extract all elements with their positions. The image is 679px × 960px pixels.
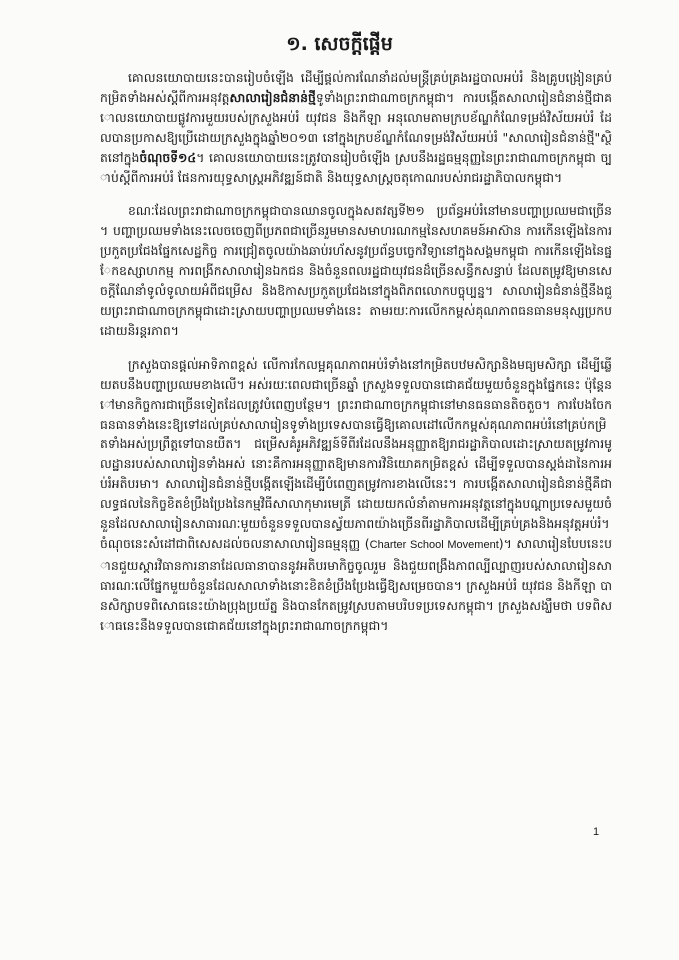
paragraph-3-latin-term: Charter School Movement: [369, 538, 499, 551]
paragraph-1-text-b: ទូទាំងព្រះរាជាណាចក្រកម្ពុជា។ ការបង្កើតសាលារៀនជំនាន់ថ្មីជាគោលនយោបាយផ្លូវការមួយរបស់ក្រសួងអប់រំ យុវជន និងកីឡា អនុលោមតាមក្របខ័ណ្ឌកំណែទម្រង់វិស័យអប់រំ ដែលបានប្រកាសឱ្យប្រើដោយក្រសួងក្នុងឆ្នាំ២០១៣ នៅក្នុងក្របខ័ណ្ឌកំណែទម្រង់វិស័យអប់រំ "សាលារៀនជំនាន់ថ្មី"ស្ថិតនៅក្នុង: [100, 89, 612, 165]
document-body: [100, 68, 612, 649]
paragraph-3-text-b: )។ សាលារៀនបែបនេះបានជួយស្តារវិធានការនានាដែលធានាបាននូវអតិបរមាកិច្ចចូលរួម និងជួយពង្រឹងភាពល្បីល្បាញរបស់សាលារៀនសាធារណៈលើផ្នែកមួយចំនួនដែលសាលាទាំងនោះខិតខំប្រឹងប្រែងធ្វើឱ្យសម្រេចបាន។ ក្រសួងអប់រំ យុវជន និងកីឡា បានសិក្សាបទពិសោធនេះយ៉ាងប្រុងប្រយ័ត្ន និងបានកែតម្រូវស្របតាមបរិបទប្រទេសកម្ពុជា។ ក្រសួងសង្ឃឹមថា បទពិសោធនេះនឹងទទួលបានជោគជ័យនៅក្នុងព្រះរាជាណាចក្រកម្ពុជា។: [100, 535, 612, 633]
paragraph-1-text-a: គោលនយោបាយនេះបានរៀបចំឡើង ដើម្បីផ្តល់ការណែនាំដល់មន្ត្រីគ្រប់គ្រងរដ្ឋបាលអប់រំ និងគ្រូបង្រៀនគ្រប់កម្រិតទាំងអស់ស្តីពីការអនុវត្ត: [100, 70, 612, 105]
paragraph-1-bold-point: ចំណុចទី១៤: [139, 149, 197, 165]
paragraph-2: ខណៈដែលព្រះរាជាណាចក្រកម្ពុជាបានឈានចូលក្នុងសតវត្សទី២១ ប្រព័ន្ធអប់រំនៅមានបញ្ហាប្រឈមជាច្រើន។ បញ្ហាប្រឈមទាំងនេះលេចចេញពីប្រភពជាច្រើនរួមមានសមាហរណកម្មនៃសហគមន៍អាស៊ាន ការកើនឡើងនៃការប្រកួតប្រជែងផ្នែកសេដ្ឋកិច្ច ការជ្រៀតចូលយ៉ាងឆាប់រហ័សនូវប្រព័ន្ធបច្ចេកវិទ្យានៅក្នុងសង្គមកម្ពុជា ការកើនឡើងនៃផ្នែកឧស្សាហកម្ម ការពង្រីកសាលារៀនឯកជន និងចំនួនពលរដ្ឋជាយុវជនដ៏ច្រើនសន្ធឹកសន្ធាប់ ដែលតម្រូវឱ្យមានសេចក្តីណែនាំទូលំទូលាយអំពីជម្រើស និងឱកាសប្រកួតប្រជែងនៅក្នុងពិភពលោកបច្ចុប្បន្ន។ សាលារៀនជំនាន់ថ្មីនឹងជួយព្រះរាជាណាចក្រកម្ពុជាដោះស្រាយបញ្ហាប្រឈមទាំងនេះ តាមរយៈការលើកកម្ពស់គុណភាពធនធានមនុស្សប្រកបដោយនិរន្តរភាព។: [100, 203, 612, 338]
paragraph-3: [100, 355, 612, 636]
page-number: 1: [593, 826, 600, 838]
paragraph-1-bold-term: សាលារៀនជំនាន់ថ្មី: [229, 89, 316, 105]
section-heading: ១. សេចក្តីផ្តើម: [286, 33, 393, 55]
paragraph-1-text-c: ។ គោលនយោបាយនេះត្រូវបានរៀបចំឡើង ស្របនឹងរដ្ឋធម្មនុញ្ញនៃព្រះរាជាណាចក្រកម្ពុជា ច្បាប់ស្តីពីការអប់រំ ផែនការយុទ្ធសាស្ត្រអភិវឌ្ឍន៍ជាតិ និងយុទ្ធសាស្ត្រចតុកោណរបស់រាជរដ្ឋាភិបាលកម្ពុជា។: [100, 149, 612, 185]
paragraph-1: [100, 68, 612, 187]
paragraph-3-text-a: ក្រសួងបានផ្តល់អាទិភាពខ្ពស់ លើការកែលម្អគុណភាពអប់រំទាំងនៅកម្រិតបឋមសិក្សានិងមធ្យមសិក្សា ដើម្បីឆ្លើយតបនឹងបញ្ហាប្រឈមខាងលើ។ អស់រយៈពេលជាច្រើនឆ្នាំ ក្រសួងទទួលបានជោគជ័យមួយចំនួនក្នុងផ្នែកនេះ ប៉ុន្តែនៅមានកិច្ចការជាច្រើនទៀតដែលត្រូវបំពេញបន្ថែម។ ព្រះរាជាណាចក្រកម្ពុជានៅមានធនធានតិចតួច។ ការបែងចែកធនធានទាំងនេះឱ្យទៅដល់គ្រប់សាលារៀនទូទាំងប្រទេសបានធ្វើឱ្យគោលដៅលើកកម្ពស់គុណភាពអប់រំនៅគ្រប់កម្រិតទាំងអស់ប្រព្រឹត្តទៅបានយឺត។ ជម្រើសគំរូអភិវឌ្ឍន៍ទីពីរដែលនឹងអនុញ្ញាតឱ្យរាជរដ្ឋាភិបាលដោះស្រាយតម្រូវការមូលដ្ឋានរបស់សាលារៀនទាំងអស់ នោះគឺការអនុញ្ញាតឱ្យមានការវិនិយោគកម្រិតខ្ពស់ ដើម្បីទទួលបានស្តង់ដានៃការអប់រំអតិបរមា។ សាលារៀនជំនាន់ថ្មីបង្កើតឡើងដើម្បីបំពេញតម្រូវការខាងលើនេះ។ ការបង្កើតសាលារៀនជំនាន់ថ្មីគឺជាលទ្ធផលនៃកិច្ចខិតខំប្រឹងប្រែងនៃកម្មវិធីសាលាកុមារមេត្រី ដោយយកលំនាំតាមការអនុវត្តនៅក្នុងបណ្តាប្រទេសមួយចំនួនដែលសាលារៀនសាធារណៈមួយចំនួនទទួលបានស្វ័យភាពយ៉ាងច្រើនពីរដ្ឋាភិបាលដើម្បីគ្រប់គ្រងនិងអនុវត្តអប់រំ។ ចំណុចនេះសំដៅជាពិសេសដល់ចលនាសាលារៀនធម្មនុញ្ញ (: [100, 356, 612, 551]
